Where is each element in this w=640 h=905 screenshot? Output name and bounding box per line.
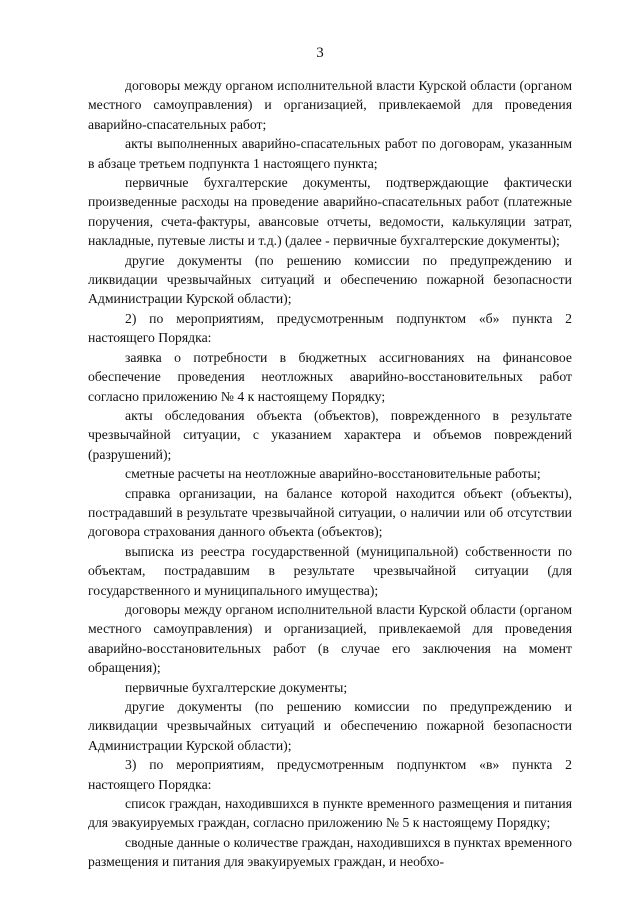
paragraph: договоры между органом исполнительной власти Курской области (органом местного самоуправления) и организацией, привлекаемой для проведения аварийно-спасательных работ; xyxy=(88,78,572,132)
paragraph: сметные расчеты на неотложные аварийно-восстановительные работы; xyxy=(125,466,541,482)
paragraph: 3) по мероприятиям, предусмотренным подпунктом «в» пункта 2 настоящего Порядка: xyxy=(88,757,572,792)
paragraph: заявка о потребности в бюджетных ассигнованиях на финансовое обеспечение проведения неотложных аварийно-восстановительных работ согласно приложению № 4 к настоящему Порядку; xyxy=(88,349,572,404)
page-number: 3 xyxy=(316,45,324,61)
paragraph: 2) по мероприятиям, предусмотренным подпунктом «б» пункта 2 настоящего Порядка: xyxy=(88,310,572,346)
paragraph: сводные данные о количестве граждан, находившихся в пунктах временного размещения и питания для эвакуируемых граждан, и необхо- xyxy=(88,834,572,870)
paragraph: первичные бухгалтерские документы, подтверждающие фактически произведенные расходы на проведение аварийно-спасательных работ (платежные поручения, счета-фактуры, авансовые отчеты, ведомости, калькуляции затрат, накладные, путевые листы и т.д.) (далее - первичные бухгалтерские документы); xyxy=(88,175,572,249)
document-body xyxy=(88,76,572,872)
paragraph: первичные бухгалтерские документы; xyxy=(125,679,348,695)
paragraph: справка организации, на балансе которой находится объект (объекты), пострадавший в результате чрезвычайной ситуации, о наличии или об отсутствии договора страхования данного объекта (объектов); xyxy=(88,485,572,540)
paragraph: выписка из реестра государственной (муниципальной) собственности по объектам, пострадавшим в результате чрезвычайной ситуации (для государственного и муниципального имущества); xyxy=(88,543,572,598)
paragraph: список граждан, находившихся в пункте временного размещения и питания для эвакуируемых граждан, согласно приложению № 5 к настоящему Порядку; xyxy=(88,796,572,831)
paragraph: другие документы (по решению комиссии по предупреждению и ликвидации чрезвычайных ситуаций и обеспечению пожарной безопасности Администрации Курской области); xyxy=(88,699,572,753)
paragraph: акты обследования объекта (объектов), поврежденного в результате чрезвычайной ситуации, с указанием характера и объемов повреждений (разрушений); xyxy=(88,407,572,462)
paragraph: акты выполненных аварийно-спасательных работ по договорам, указанным в абзаце третьем подпункта 1 настоящего пункта; xyxy=(88,136,572,171)
paragraph: другие документы (по решению комиссии по предупреждению и ликвидации чрезвычайных ситуаций и обеспечению пожарной безопасности Администрации Курской области); xyxy=(88,252,572,307)
paragraph: договоры между органом исполнительной власти Курской области (органом местного самоуправления) и организацией, привлекаемой для проведения аварийно-восстановительных работ (в случае его заключения на момент обращения); xyxy=(88,601,572,676)
